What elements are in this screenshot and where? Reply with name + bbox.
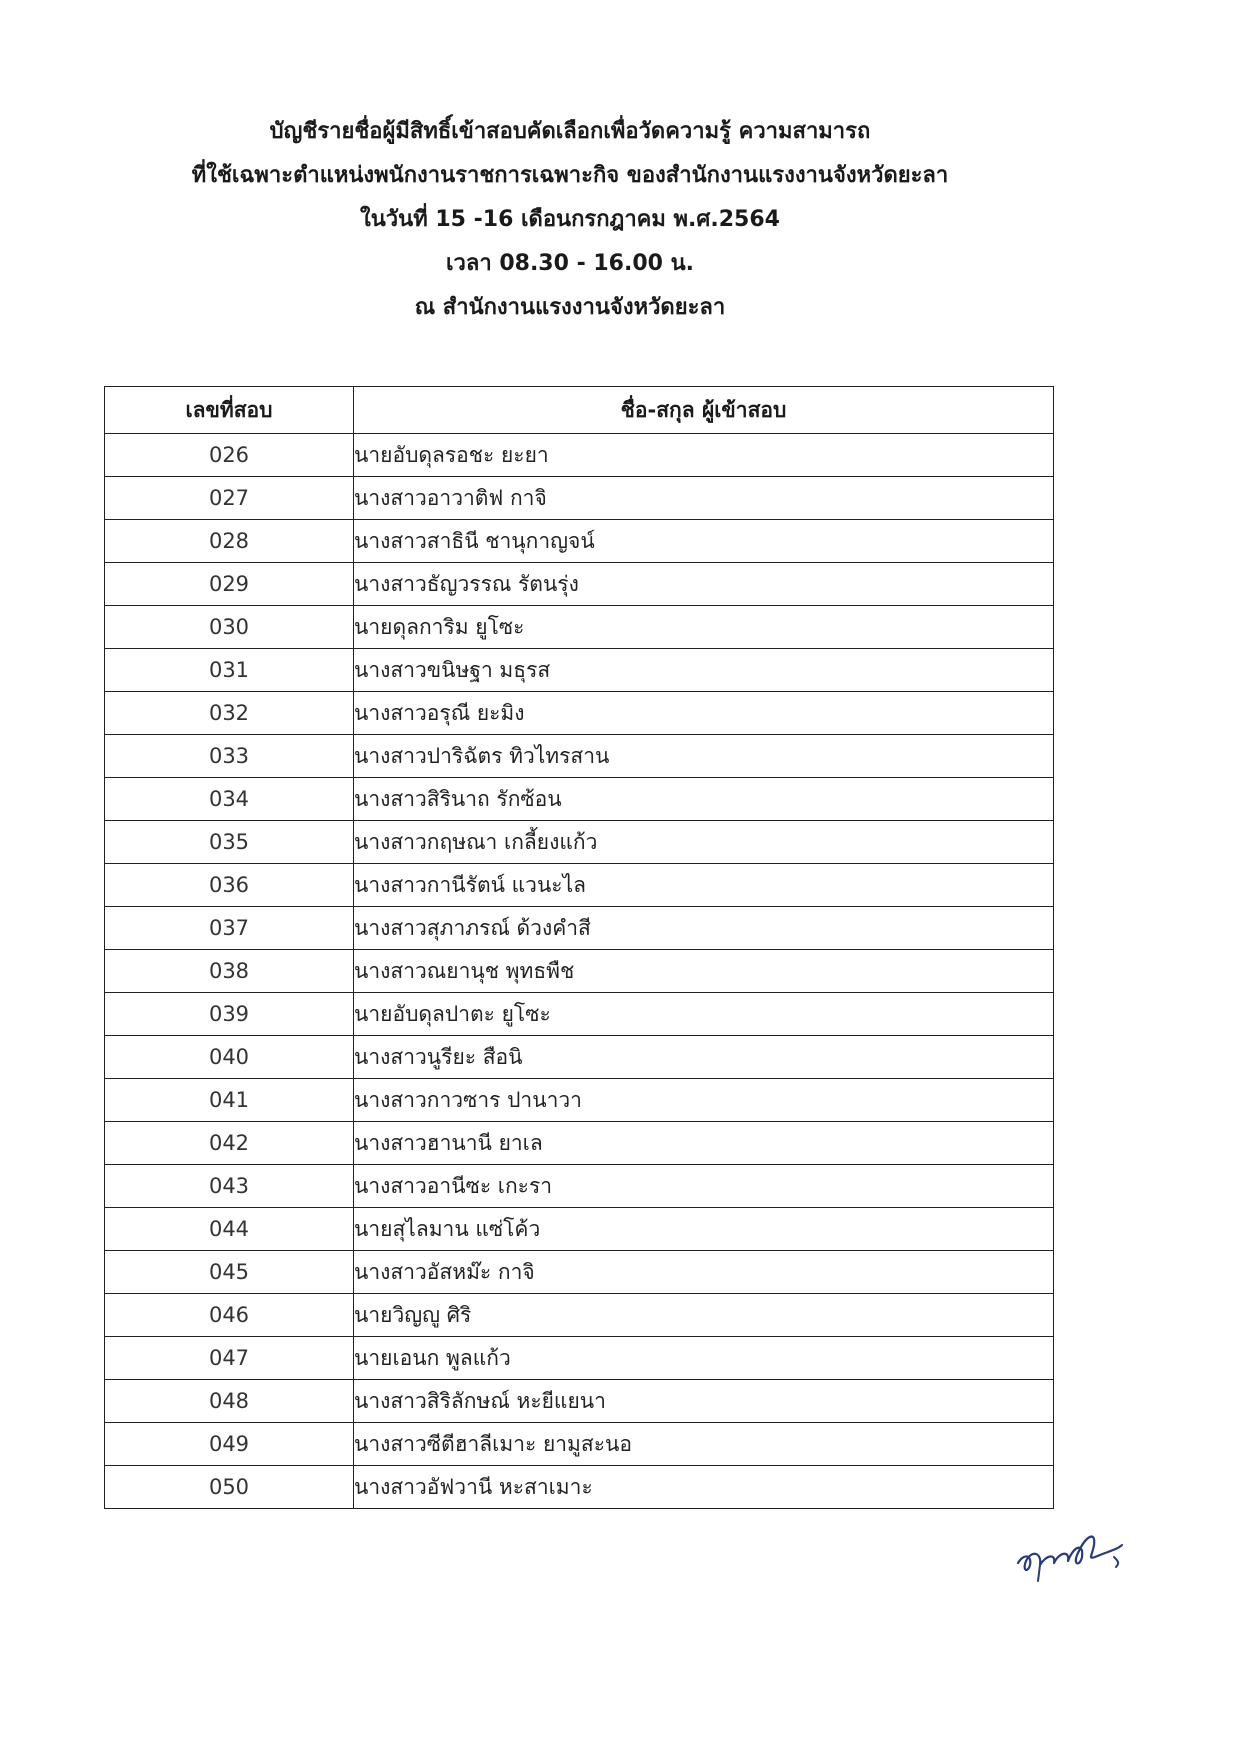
- exam-number-cell: 031: [105, 649, 354, 692]
- table-row: [105, 821, 1054, 864]
- table-row: [105, 1466, 1054, 1509]
- exam-number-cell: 046: [105, 1294, 354, 1337]
- exam-number-cell: 049: [105, 1423, 354, 1466]
- exam-number-cell: 037: [105, 907, 354, 950]
- candidate-name-cell: นายอับดุลรอชะ ยะยา: [354, 434, 1054, 477]
- exam-number-cell: 040: [105, 1036, 354, 1079]
- exam-number-cell: 048: [105, 1380, 354, 1423]
- table-row: [105, 993, 1054, 1036]
- table-row: [105, 434, 1054, 477]
- table-row: [105, 1251, 1054, 1294]
- exam-number-cell: 042: [105, 1122, 354, 1165]
- column-header-exam-number: เลขที่สอบ: [105, 387, 354, 434]
- table-row: [105, 864, 1054, 907]
- exam-number-cell: 027: [105, 477, 354, 520]
- exam-number-cell: 039: [105, 993, 354, 1036]
- exam-number-cell: 044: [105, 1208, 354, 1251]
- candidate-name-cell: นายสุไลมาน แซ่โค้ว: [354, 1208, 1054, 1251]
- table-row: [105, 692, 1054, 735]
- exam-date: ในวันที่ 15 -16 เดือนกรกฎาคม พ.ศ.2564: [360, 207, 780, 232]
- exam-number-cell: 035: [105, 821, 354, 864]
- table-row: [105, 1079, 1054, 1122]
- exam-number-cell: 032: [105, 692, 354, 735]
- candidate-name-cell: นางสาวสาธินี ชานุกาญจน์: [354, 520, 1054, 563]
- candidate-name-cell: นางสาวสุภาภรณ์ ด้วงคำสี: [354, 907, 1054, 950]
- table-row: [105, 1380, 1054, 1423]
- candidate-name-cell: นางสาวอาวาติฟ กาจิ: [354, 477, 1054, 520]
- table-header-row: [105, 387, 1054, 434]
- candidate-name-cell: นางสาวอรุณี ยะมิง: [354, 692, 1054, 735]
- exam-venue: ณ สำนักงานแรงงานจังหวัดยะลา: [414, 295, 726, 320]
- exam-number-cell: 045: [105, 1251, 354, 1294]
- table-row: [105, 1337, 1054, 1380]
- table-row: [105, 1036, 1054, 1079]
- table-row: [105, 1423, 1054, 1466]
- candidate-name-cell: นายวิญญู ศิริ: [354, 1294, 1054, 1337]
- table-row: [105, 649, 1054, 692]
- exam-number-cell: 038: [105, 950, 354, 993]
- exam-number-cell: 028: [105, 520, 354, 563]
- candidate-name-cell: นางสาวอัฟวานี หะสาเมาะ: [354, 1466, 1054, 1509]
- table-row: [105, 735, 1054, 778]
- title-line-2: ที่ใช้เฉพาะตำแหน่งพนักงานราชการเฉพาะกิจ ของสำนักงานแรงงานจังหวัดยะลา: [191, 163, 949, 188]
- table-row: [105, 907, 1054, 950]
- table-row: [105, 950, 1054, 993]
- table-row: [105, 1122, 1054, 1165]
- table-row: [105, 1165, 1054, 1208]
- document-header: [0, 110, 1140, 330]
- candidate-name-cell: นางสาวสิริลักษณ์ หะยีแยนา: [354, 1380, 1054, 1423]
- exam-number-cell: 030: [105, 606, 354, 649]
- candidate-name-cell: นางสาวขนิษฐา มธุรส: [354, 649, 1054, 692]
- candidate-table: [104, 386, 1054, 1509]
- candidate-name-cell: นางสาวณยานุช พุทธพืช: [354, 950, 1054, 993]
- table-row: [105, 606, 1054, 649]
- candidate-name-cell: นางสาวกฤษณา เกลี้ยงแก้ว: [354, 821, 1054, 864]
- column-header-candidate-name: ชื่อ-สกุล ผู้เข้าสอบ: [354, 387, 1054, 434]
- candidate-name-cell: นายอับดุลปาตะ ยูโซะ: [354, 993, 1054, 1036]
- candidate-name-cell: นางสาวนูรียะ สือนิ: [354, 1036, 1054, 1079]
- exam-number-cell: 026: [105, 434, 354, 477]
- exam-number-cell: 050: [105, 1466, 354, 1509]
- exam-number-cell: 034: [105, 778, 354, 821]
- candidate-name-cell: นายดุลการิม ยูโซะ: [354, 606, 1054, 649]
- candidate-name-cell: นางสาวฮานานี ยาเล: [354, 1122, 1054, 1165]
- exam-number-cell: 036: [105, 864, 354, 907]
- exam-number-cell: 033: [105, 735, 354, 778]
- table-row: [105, 520, 1054, 563]
- table-row: [105, 778, 1054, 821]
- table-row: [105, 563, 1054, 606]
- signature-mark: [1010, 1505, 1150, 1595]
- candidate-name-cell: นางสาวสิรินาถ รักซ้อน: [354, 778, 1054, 821]
- candidate-name-cell: นางสาวปาริฉัตร ทิวไทรสาน: [354, 735, 1054, 778]
- candidate-name-cell: นางสาวธัญวรรณ รัตนรุ่ง: [354, 563, 1054, 606]
- candidate-name-cell: นางสาวอัสหม๊ะ กาจิ: [354, 1251, 1054, 1294]
- table-body: [105, 434, 1054, 1509]
- title-line-1: บัญชีรายชื่อผู้มีสิทธิ์เข้าสอบคัดเลือกเพื่อวัดความรู้ ความสามารถ: [269, 119, 871, 144]
- exam-number-cell: 047: [105, 1337, 354, 1380]
- table-row: [105, 1208, 1054, 1251]
- table-row: [105, 477, 1054, 520]
- exam-number-cell: 041: [105, 1079, 354, 1122]
- exam-time: เวลา 08.30 - 16.00 น.: [445, 251, 695, 276]
- candidate-name-cell: นางสาวกาวซาร ปานาวา: [354, 1079, 1054, 1122]
- candidate-name-cell: นางสาวอานีซะ เกะรา: [354, 1165, 1054, 1208]
- table-row: [105, 1294, 1054, 1337]
- candidate-name-cell: นางสาวกานีรัตน์ แวนะไล: [354, 864, 1054, 907]
- exam-number-cell: 029: [105, 563, 354, 606]
- candidate-name-cell: นายเอนก พูลแก้ว: [354, 1337, 1054, 1380]
- exam-number-cell: 043: [105, 1165, 354, 1208]
- candidate-name-cell: นางสาวซีตีฮาลีเมาะ ยามูสะนอ: [354, 1423, 1054, 1466]
